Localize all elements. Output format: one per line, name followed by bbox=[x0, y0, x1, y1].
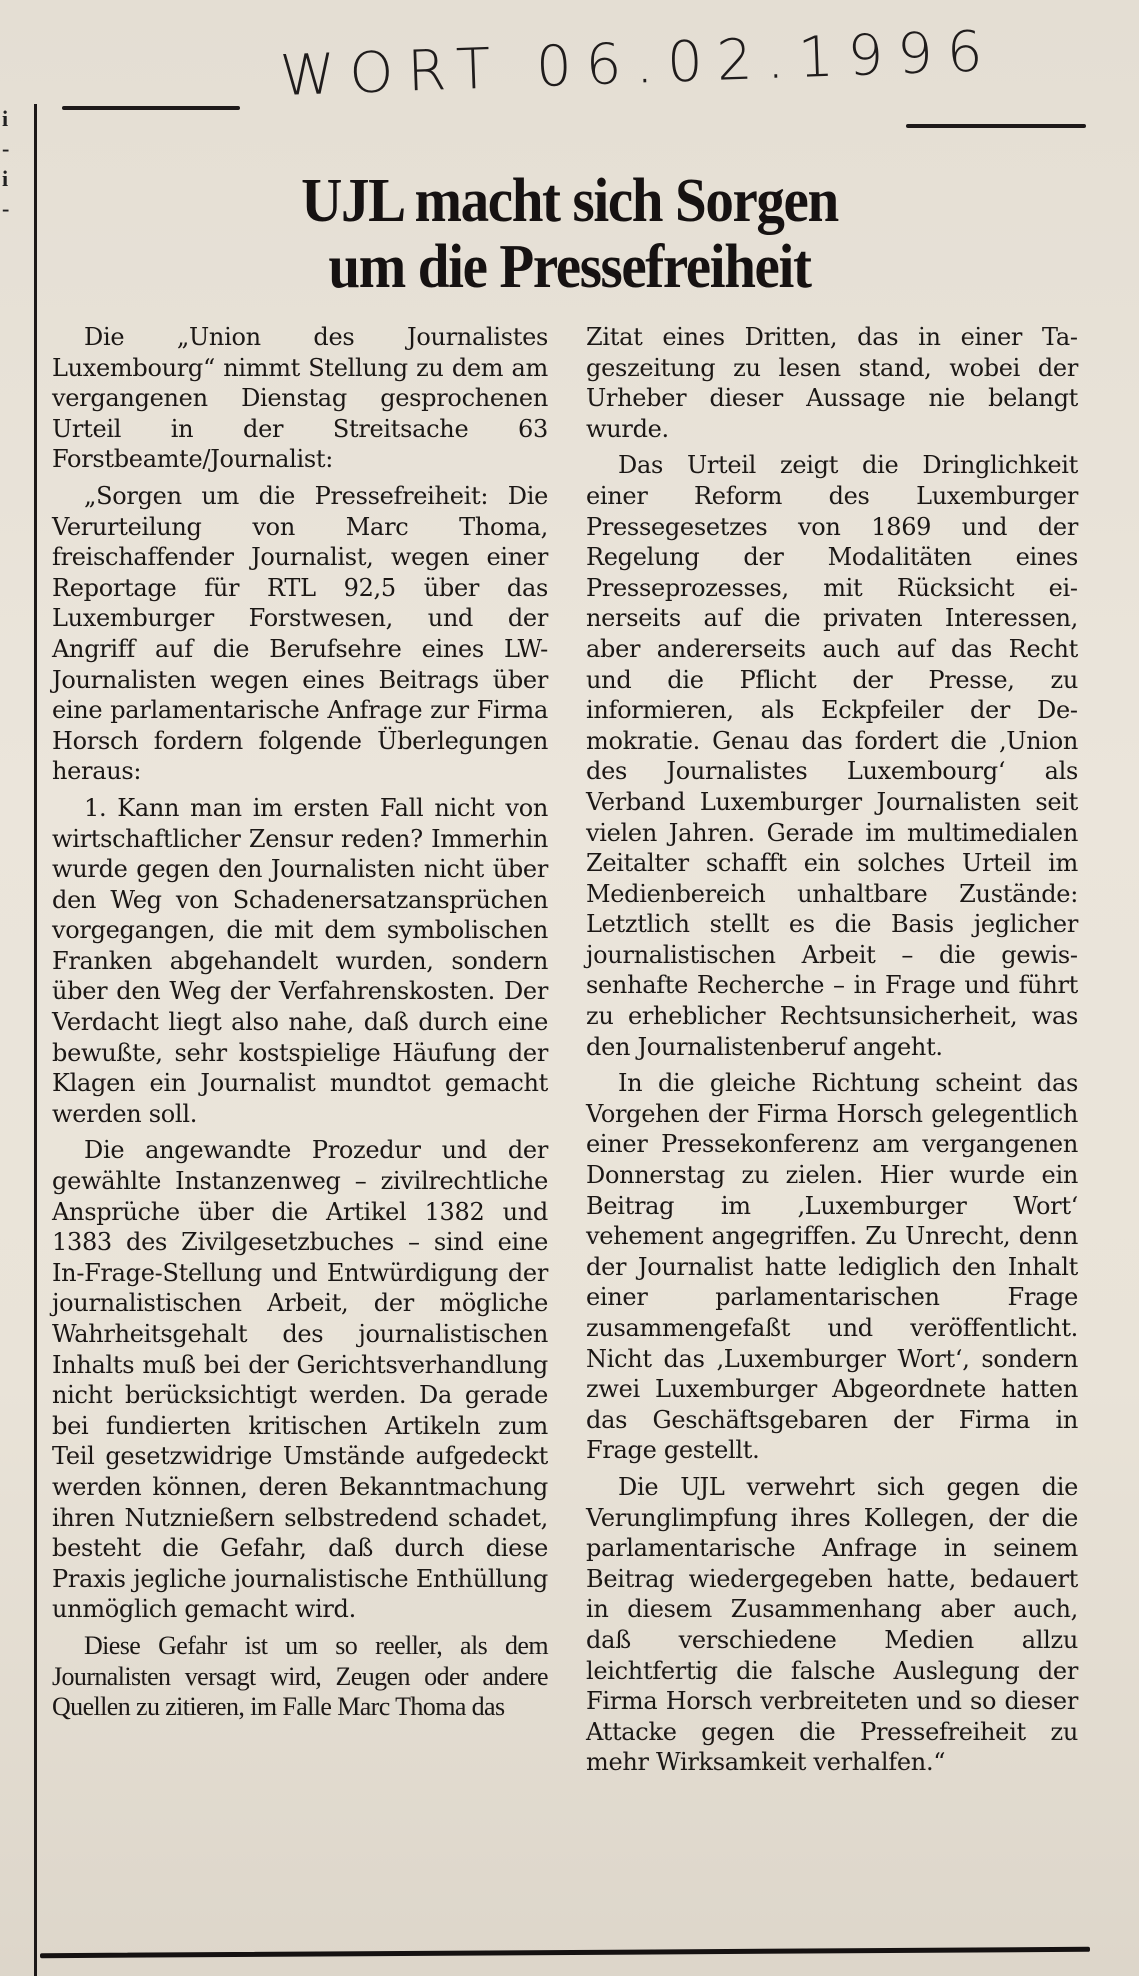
paragraph: Diese Gefahr ist um so reeller, als dem Journalisten versagt wird, Zeugen oder andere Quellen zu zitieren, im Falle Marc Thoma das bbox=[52, 1630, 548, 1722]
article-headline bbox=[46, 168, 1094, 300]
paragraph: Die UJL verwehrt sich gegen die Verunglimpfung ihres Kollegen, der die parlamentarische Anfrage in seinem Beitrag wiedergegeben hatte, bedauert in diesem Zusammenhang aber auch, daß verschiedene Medien allzu leichtfertig die falsche Auslegung der Firma Horsch verbreiteten und so dieser Attacke gegen die Pressefreiheit zu mehr Wirksamkeit verhalfen.“ bbox=[586, 1472, 1078, 1777]
paragraph: Zitat eines Dritten, das in einer Tageszeitung zu lesen stand, wobei der Urheber dieser Aussage nie belangt wurde. bbox=[586, 323, 1078, 443]
paragraph: „Sorgen um die Pressefreiheit: Die Verurteilung von Marc Thoma, freischaffender Journalist, wegen einer Reportage für RTL 92,5 über das Luxemburger Forstwesen, und der Angriff auf die Berufsehre eines LW-Journalisten wegen eines Beitrags über eine parlamentarische Anfrage zur Firma Horsch fordern folgende Überlegungen heraus: bbox=[52, 481, 548, 786]
adjacent-column-fragments bbox=[2, 104, 16, 224]
handwritten-source-date: WORT 06.02.1996 bbox=[278, 18, 998, 109]
paragraph: 1. Kann man im ersten Fall nicht von wirtschaftlicher Zensur reden? Immerhin wurde gegen den Journalisten nicht über den Weg von Schadenersatzansprüchen vorgegangen, die mit dem symbolischen Franken abgehandelt wurden, sondern über den Weg der Verfahrenskosten. Der Verdacht liegt also nahe, daß durch eine bewußte, sehr kostspielige Häufung der Klagen ein Journalist mundtot gemacht werden soll. bbox=[52, 793, 548, 1128]
headline-line-2: um die Pressefreiheit bbox=[328, 233, 811, 301]
paragraph: Die „Union des Journalistes Luxembourg“ nimmt Stellung zu dem am vergangenen Dienstag gesprochenen Urteil in der Streitsache 63 Forstbeamte/Journalist: bbox=[52, 323, 548, 474]
article-column-right bbox=[586, 322, 1078, 1784]
headline-line-1: UJL macht sich Sorgen bbox=[301, 167, 838, 235]
article-column-left bbox=[52, 322, 548, 1729]
top-rule-right bbox=[906, 124, 1086, 128]
margin-fragment: - bbox=[2, 196, 10, 221]
column-divider-rule bbox=[34, 104, 37, 1976]
top-rule-left bbox=[62, 106, 240, 110]
bottom-rule bbox=[40, 1947, 1090, 1958]
margin-fragment: i bbox=[2, 166, 9, 191]
margin-fragment: - bbox=[2, 136, 10, 161]
paragraph: Die angewandte Prozedur und der gewählte Instanzenweg – zivilrechtliche Ansprüche über die Artikel 1382 und 1383 des Zivilgesetzbuches – sind eine In-Frage-Stellung und Entwürdigung der journalistischen Arbeit, der mögliche Wahrheitsgehalt des journalistischen Inhalts muß bei der Gerichtsverhandlung nicht berücksichtigt werden. Da gerade bei fundierten kritischen Artikeln zum Teil gesetzwidrige Umstände aufgedeckt werden können, deren Bekanntmachung ihren Nutznießern selbstredend schadet, besteht die Gefahr, daß durch diese Praxis jegliche journalistische Enthüllung unmöglich gemacht wird. bbox=[52, 1136, 548, 1624]
margin-fragment: i bbox=[2, 106, 9, 131]
paragraph: Das Urteil zeigt die Dringlichkeit einer Reform des Luxemburger Pressegesetzes von 1869 und der Regelung der Modalitäten eines Presseprozesses, mit Rücksicht einerseits auf die privaten Interessen, aber andererseits auch auf das Recht und die Pflicht der Presse, zu informieren, als Eckpfeiler der Demokratie. Genau das fordert die ‚Union des Journalistes Luxembourg‘ als Verband Luxemburger Journalisten seit vielen Jahren. Gerade im multimedialen Zeitalter schafft ein solches Urteil im Medienbereich unhaltbare Zustände: Letztlich stellt es die Basis jeglicher journalistischen Arbeit – die gewissenhafte Recherche – in Frage und führt zu erheblicher Rechtsunsicherheit, was den Journalistenberuf angeht. bbox=[586, 451, 1078, 1061]
paragraph: In die gleiche Richtung scheint das Vorgehen der Firma Horsch gelegentlich einer Pressekonferenz am vergangenen Donnerstag zu zielen. Hier wurde ein Beitrag im ‚Luxemburger Wort‘ vehement angegriffen. Zu Unrecht, denn der Journalist hatte lediglich den Inhalt einer parlamentarischen Frage zusammengefaßt und veröffentlicht. Nicht das ‚Luxemburger Wort‘, sondern zwei Luxemburger Abgeordnete hatten das Geschäftsgebaren der Firma in Frage gestellt. bbox=[586, 1069, 1078, 1465]
